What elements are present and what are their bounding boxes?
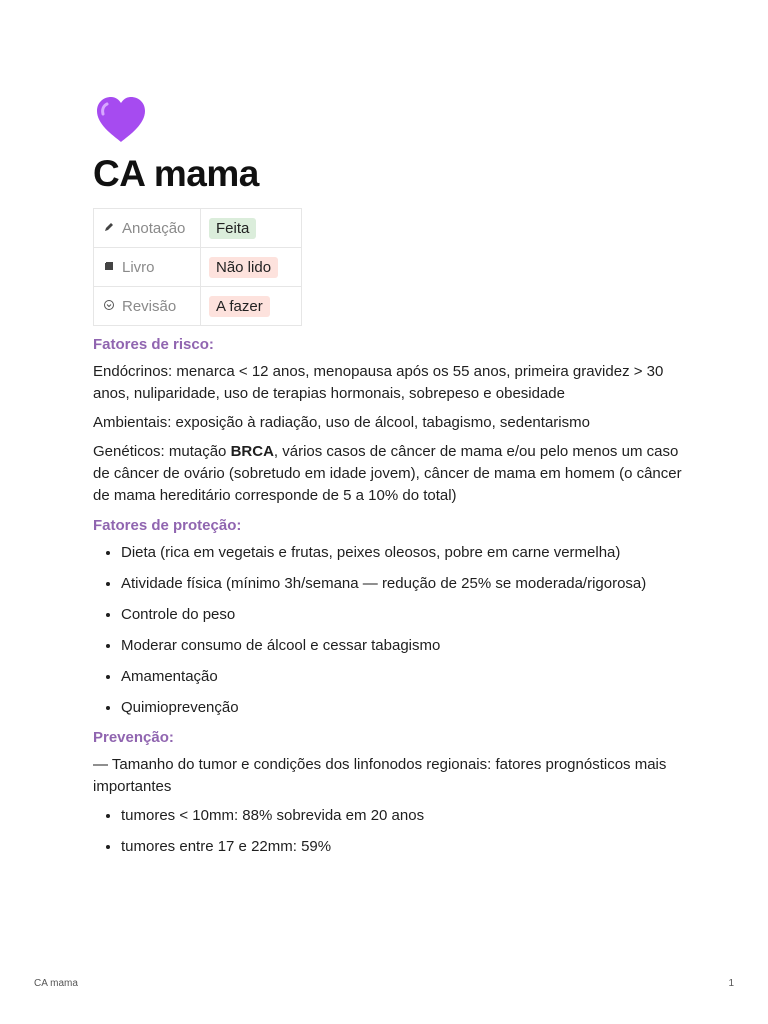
list-item: • Amamentação [121, 666, 683, 688]
genetic-suffix: , vários casos de câncer de mama e/ou pelo menos um caso de câncer de ovário (sobretudo em idade jovem), câncer de mama em homem (o câncer de mama hereditário corresponde de 5 a 10% do total) [93, 443, 682, 504]
circle-chevron-icon [102, 299, 116, 314]
prevention-heading: Prevenção: [93, 729, 174, 746]
endocrine-paragraph: Endócrinos: menarca < 12 anos, menopausa após os 55 anos, primeira gravidez > 30 anos, nuliparidade, uso de terapias hormonais, sobrepeso e obesidade [93, 363, 664, 402]
status-badge[interactable]: Feita [209, 218, 256, 239]
property-key: Livro [122, 258, 155, 276]
document-page [93, 92, 683, 867]
list-item: • Moderar consumo de álcool e cessar tabagismo [121, 635, 683, 657]
status-badge[interactable]: A fazer [209, 296, 270, 317]
list-item: • tumores < 10mm: 88% sobrevida em 20 anos [121, 805, 683, 827]
list-item: • Quimioprevenção [121, 697, 683, 719]
properties-table [93, 208, 302, 326]
prevention-intro: — Tamanho do tumor e condições dos linfonodos regionais: fatores prognósticos mais importantes [93, 756, 667, 795]
property-row-livro[interactable] [94, 248, 302, 287]
property-key: Revisão [122, 297, 177, 315]
list-item: • tumores entre 17 e 22mm: 59% [121, 836, 683, 858]
risk-factors-heading: Fatores de risco: [93, 336, 214, 353]
page-number: 1 [728, 978, 734, 989]
list-item: • Controle do peso [121, 604, 683, 626]
footer-title: CA mama [34, 978, 78, 989]
property-key: Anotação [122, 219, 186, 237]
purple-heart-icon [93, 92, 149, 148]
protection-list [93, 542, 683, 719]
pencil-icon [102, 221, 116, 236]
book-icon [102, 260, 116, 275]
page-title: CA mama [93, 153, 259, 194]
status-badge[interactable]: Não lido [209, 257, 278, 278]
environmental-paragraph: Ambientais: exposição à radiação, uso de álcool, tabagismo, sedentarismo [93, 414, 590, 431]
list-item: • Dieta (rica em vegetais e frutas, peixes oleosos, pobre em carne vermelha) [121, 542, 683, 564]
prevention-list [93, 805, 683, 858]
protection-factors-heading: Fatores de proteção: [93, 517, 242, 534]
genetic-paragraph [93, 441, 683, 507]
property-row-revisao[interactable] [94, 287, 302, 326]
list-item: • Atividade física (mínimo 3h/semana — redução de 25% se moderada/rigorosa) [121, 573, 683, 595]
property-row-anotacao[interactable] [94, 209, 302, 248]
genetic-prefix: Genéticos: mutação [93, 443, 231, 460]
genetic-bold-term: BRCA [230, 443, 274, 460]
